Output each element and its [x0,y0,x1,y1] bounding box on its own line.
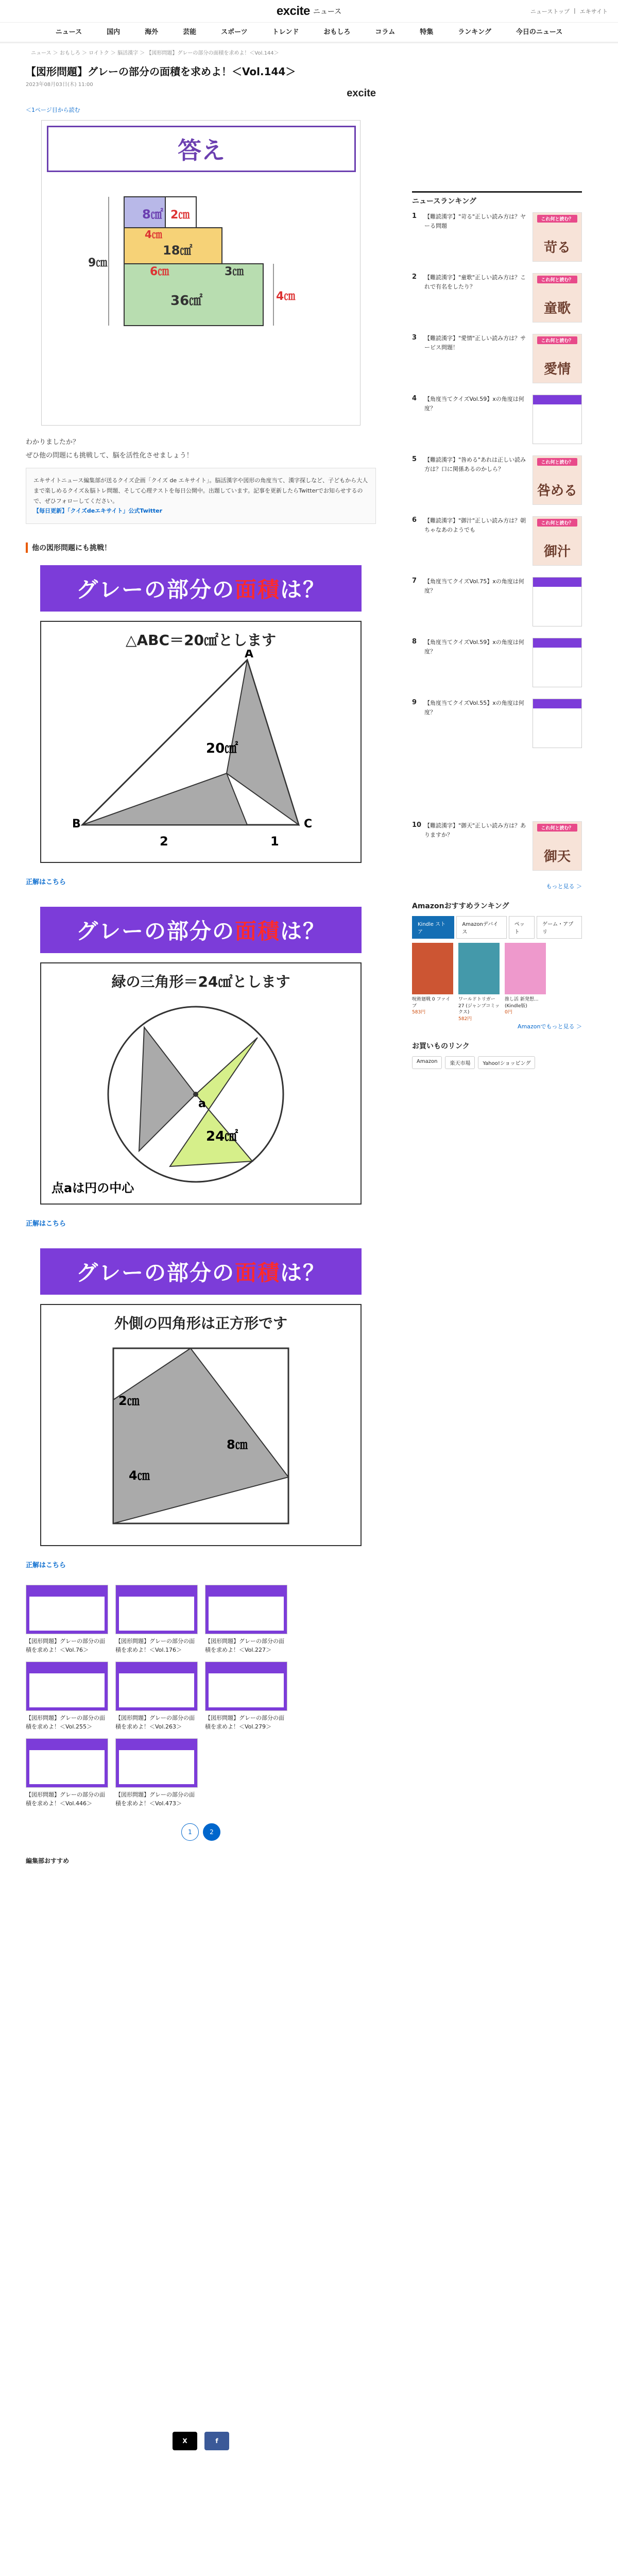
related-item[interactable]: 【図形問題】グレーの部分の面積を求めよ！＜Vol.76＞ [26,1585,108,1654]
ranking-item[interactable]: 2 【難読漢字】"童歌"正しい読み方は？これで有名をしたり？ これ何と読む？ 童歌 [412,273,582,323]
twitter-link[interactable]: 【毎日更新】「クイズdeエキサイト」公式Twitter [33,507,163,515]
ranking-item[interactable]: 9 【角度当てクイズVol.55】xの角度は何度？ [412,699,582,748]
related-item[interactable]: 【図形問題】グレーの部分の面積を求めよ！＜Vol.279＞ [205,1662,287,1731]
ranking-item[interactable]: 3 【難読漢字】"愛情"正しい読み方は？サービス問題！ これ何と読む？ 愛情 [412,334,582,383]
label-18: 18㎠ [163,243,193,258]
label-2cm: 2㎝ [170,209,190,222]
ranking-item[interactable]: 7 【角度当てクイズVol.75】xの角度は何度？ [412,577,582,626]
svg-text:C: C [304,818,313,831]
quiz-card-1[interactable]: グレーの部分の 面積 は？ △ABC＝20㎠とします A B C 20㎠ 2 1 [26,560,376,868]
svg-text:A: A [245,650,254,661]
ad-space [26,1865,376,2411]
amazon-tab-pet[interactable]: ペット [509,916,535,939]
source-logo: excite [347,88,376,99]
amazon-book[interactable]: 推し活 新発想...(Kindle版) 0円 [505,943,546,1022]
nav-today[interactable]: 今日のニュース [516,28,563,36]
related-item[interactable]: 【図形問題】グレーの部分の面積を求めよ！＜Vol.263＞ [115,1662,198,1731]
ranking-more-link[interactable]: もっと見る ＞ [546,883,582,890]
amazon-tab-kindle[interactable]: Kindle ストア [412,916,454,939]
related-item[interactable]: 【図形問題】グレーの部分の面積を求めよ！＜Vol.176＞ [115,1585,198,1654]
square-diagram [41,1333,360,1539]
quiz-3-answer-link[interactable]: 正解はこちら [26,1562,66,1570]
sidebar [412,61,582,2576]
page-2[interactable]: 2 [203,1823,220,1841]
related-grid [26,1585,376,1808]
label-36: 36㎠ [170,293,203,309]
link-amazon[interactable]: Amazon [412,1056,442,1069]
related-item[interactable]: 【図形問題】グレーの部分の面積を求めよ！＜Vol.255＞ [26,1662,108,1731]
amazon-ranking: Amazonおすすめランキング Kindle ストア Amazonデバイス ペット ゲーム・アプリ 呪術廻戦 0 ファイブ 583円 ワールドトリガー 27 (ジャンプコミックス) 582円 推し活 新発想...(Kindle版) 0円 Amazonでもっと見る ＞ [412,902,582,1030]
amazon-book[interactable]: ワールドトリガー 27 (ジャンプコミックス) 582円 [458,943,500,1022]
global-nav [0,23,618,43]
other-problems-heading: 他の図形問題にも挑戦！ [26,543,376,553]
quiz-question: 緑の三角形＝24㎠とします [111,973,290,991]
triangle-diagram [41,650,360,856]
nav-news[interactable]: ニュース [55,28,82,36]
quiz-card-2[interactable]: グレーの部分の 面積 は？ 緑の三角形＝24㎠とします a 24㎠ 点aは円の中心 [26,902,376,1210]
facebook-share-icon[interactable]: f [204,2432,229,2450]
shopping-links: お買いものリンク Amazon 楽天市場 Yahoo!ショッピング [412,1041,582,1069]
ranking-item[interactable]: 5 【難読漢字】"咎める"あれは正しい読み方は？口に関係あるのかしら？ これ何と読む？ 咎める [412,455,582,505]
x-share-icon[interactable]: X [173,2432,197,2450]
header-link-top[interactable]: ニューストップ [530,8,570,15]
answer-banner: 答え [47,126,356,172]
editor-pick-heading: 編集部おすすめ [26,1857,70,1865]
quiz-card-3[interactable]: グレーの部分の 面積 は？ 外側の四角形は正方形です 2㎝ 8㎝ 4㎝ [26,1243,376,1551]
article-title: 【図形問題】グレーの部分の面積を求めよ！＜Vol.144＞ [26,65,296,78]
nav-trend[interactable]: トレンド [272,28,299,36]
answer-diagram [47,181,356,418]
svg-text:24㎠: 24㎠ [206,1129,238,1145]
nav-ranking[interactable]: ランキング [458,28,491,36]
amazon-book[interactable]: 呪術廻戦 0 ファイブ 583円 [412,943,453,1022]
prev-page-link[interactable]: ＜1ページ目から読む [26,107,80,113]
site-logo[interactable]: excite ニュース [276,4,342,18]
header-link-excite[interactable]: エキサイト [579,8,608,15]
article-main [26,61,376,2576]
page-1[interactable]: 1 [181,1823,199,1841]
related-item[interactable]: 【図形問題】グレーの部分の面積を求めよ！＜Vol.473＞ [115,1738,198,1808]
answer-figure [41,120,360,426]
breadcrumb[interactable]: ニュース ＞ おもしろ ＞ ロイトク ＞ 脳活漢字 ＞ 【図形問題】グレーの部分の面積を求めよ！＜Vol.144＞ [31,50,279,56]
quiz-question: 外側の四角形は正方形です [114,1315,287,1332]
quiz-question: △ABC＝20㎠とします [125,632,277,649]
label-4cm: 4㎝ [145,228,162,241]
svg-text:4㎝: 4㎝ [129,1468,150,1483]
svg-text:a: a [198,1097,206,1111]
site-header: excite ニュース ニューストップ | エキサイト [0,0,618,23]
amazon-tab-game[interactable]: ゲーム・アプリ [537,916,582,939]
ranking-item[interactable]: 4 【角度当てクイズVol.59】xの角度は何度？ [412,395,582,444]
amazon-more-link[interactable]: Amazonでもっと見る ＞ [518,1023,582,1030]
link-yahoo[interactable]: Yahoo!ショッピング [478,1056,535,1069]
label-8: 8㎠ [142,207,163,222]
svg-text:20㎠: 20㎠ [206,741,238,757]
quiz-2-answer-link[interactable]: 正解はこちら [26,1220,66,1228]
label-6cm: 6㎝ [150,265,169,278]
article-date: 2023年08月03日(木) 11:00 [26,82,93,88]
pagination [26,1823,376,1841]
svg-text:2: 2 [160,834,168,849]
related-item[interactable]: 【図形問題】グレーの部分の面積を求めよ！＜Vol.227＞ [205,1585,287,1654]
svg-text:1: 1 [270,834,279,849]
quiz-1-answer-link[interactable]: 正解はこちら [26,878,66,887]
related-item[interactable]: 【図形問題】グレーの部分の面積を求めよ！＜Vol.446＞ [26,1738,108,1808]
nav-entertainment[interactable]: 芸能 [183,28,197,36]
label-3cm: 3㎝ [225,265,244,278]
ranking-item[interactable]: 6 【難読漢字】"御汁"正しい読み方は？朝ちゃなあのようでも これ何と読む？ 御汁 [412,516,582,566]
news-ranking: ニュースランキング 1 【難読漢字】"苛る"正しい読み方は？ヤーる問題 これ何と読む？ 苛る 2 【難読漢字】"童歌"正しい読み方は？これで有名をしたり？ これ何と読む？ 童歌 3 【難読漢字】"愛情"正しい読み方は？サービス問題！ これ何と読む？ 愛情 4 【角度当てクイズVol.59】xの角度は何度？ 5 【難読漢字】"咎める"あれは正しい読み方は？口に関係あるのかしら？ これ何と読む？ 咎める 6 【難読漢字】"御汁"正しい読み方は？朝ちゃなあのようでも これ何と読む？ 御汁 7 【角度当てクイズVol.75】xの角度は何度？ 8 【角度当てクイズVol.59】xの角度は何度？ 9 【角度当てクイズVol.55】xの角度は何度？ 10 【難読漢字】"御天"正しい読み方は？ありますか？ これ何と読む？ 御天 もっと見る ＞ [412,191,582,890]
amazon-tab-device[interactable]: Amazonデバイス [456,916,506,939]
ranking-item[interactable]: 1 【難読漢字】"苛る"正しい読み方は？ヤーる問題 これ何と読む？ 苛る [412,212,582,262]
ranking-item[interactable]: 10 【難読漢字】"御天"正しい読み方は？ありますか？ これ何と読む？ 御天 [412,821,582,871]
info-box: エキサイトニュース編集部が送るクイズ企画「クイズ de エキサイト」。脳活漢字や図形の角度当て、漢字探しなど、子どもから大人まで楽しめるクイズ＆脳トレ問題、そして心理テストを毎日公開中。出題しています。記事を更新したらTwitterでお知らせするので、ぜひフォローしてください。 【毎日更新】「クイズdeエキサイト」公式Twitter [26,468,376,524]
svg-text:2㎝: 2㎝ [118,1394,140,1409]
svg-text:点aは円の中心: 点aは円の中心 [52,1181,134,1196]
nav-column[interactable]: コラム [375,28,396,36]
label-4cm-b: 4㎝ [276,290,296,303]
svg-text:8㎝: 8㎝ [227,1437,248,1452]
nav-fun[interactable]: おもしろ [323,28,351,36]
nav-sports[interactable]: スポーツ [221,28,248,36]
body-text: わかりましたか？ ぜひ他の問題にも挑戦して、脳を活性化させましょう！ [26,438,193,460]
ranking-item[interactable]: 8 【角度当てクイズVol.59】xの角度は何度？ [412,638,582,687]
nav-domestic[interactable]: 国内 [107,28,121,36]
label-9cm: 9㎝ [88,257,108,269]
link-rakuten[interactable]: 楽天市場 [445,1056,475,1069]
nav-feature[interactable]: 特集 [420,28,434,36]
nav-overseas[interactable]: 海外 [145,28,159,36]
share-bar [26,2432,376,2450]
svg-text:B: B [72,818,81,831]
circle-diagram [41,991,360,1197]
